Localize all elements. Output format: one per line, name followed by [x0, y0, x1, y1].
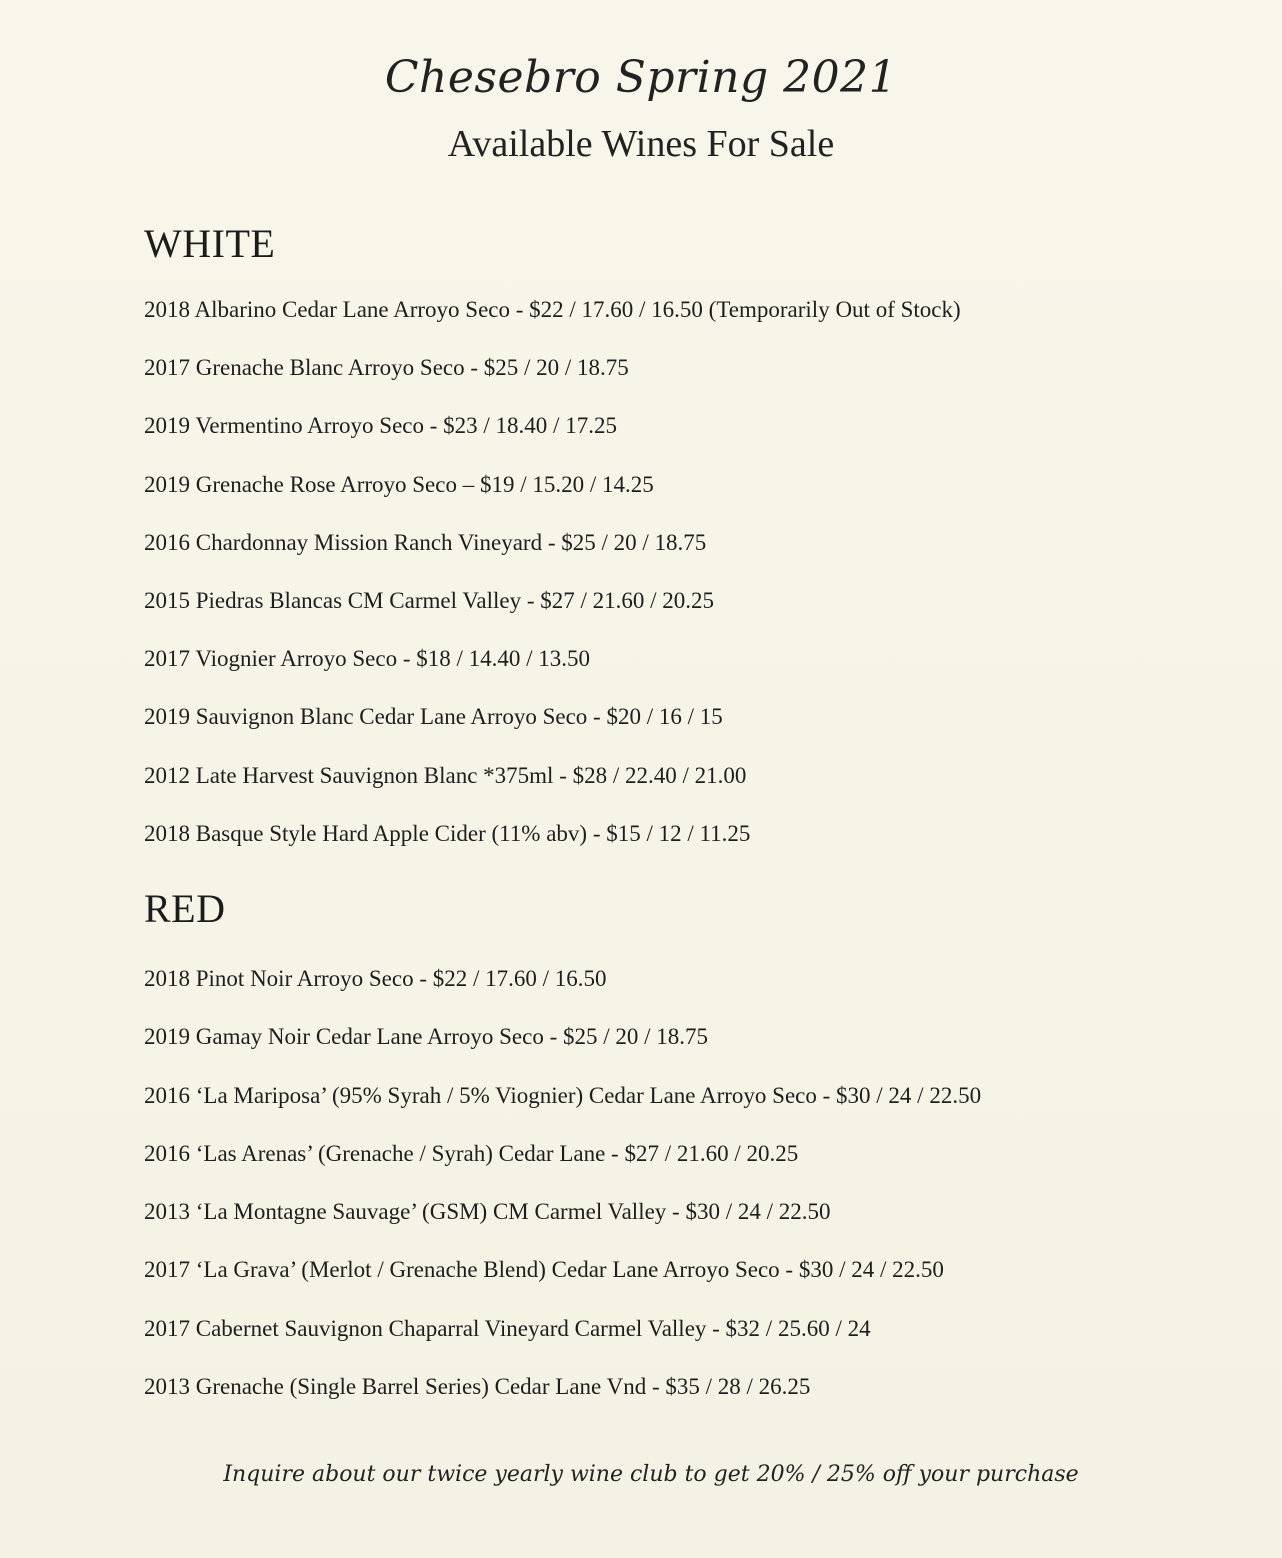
list-item: 2016 ‘Las Arenas’ (Grenache / Syrah) Cedar Lane - $27 / 21.60 / 20.25 [144, 1140, 799, 1166]
list-item: 2013 ‘La Montagne Sauvage’ (GSM) CM Carmel Valley - $30 / 24 / 22.50 [144, 1199, 831, 1225]
list-item: 2015 Piedras Blancas CM Carmel Valley - $27 / 21.60 / 20.25 [144, 587, 715, 613]
list-item: 2018 Pinot Noir Arroyo Seco - $22 / 17.60 / 16.50 [144, 966, 607, 991]
list-item: 2019 Gamay Noir Cedar Lane Arroyo Seco - $25 / 20 / 18.75 [144, 1024, 709, 1050]
list-item: 2017 ‘La Grava’ (Merlot / Grenache Blend) Cedar Lane Arroyo Seco - $30 / 24 / 22.50 [144, 1257, 944, 1283]
list-item: 2017 Grenache Blanc Arroyo Seco - $25 / 20 / 18.75 [144, 355, 629, 381]
list-item: 2018 Albarino Cedar Lane Arroyo Seco - $22 / 17.60 / 16.50 (Temporarily Out of Stock) [144, 297, 961, 322]
list-item: 2017 Viognier Arroyo Seco - $18 / 14.40 / 13.50 [144, 646, 591, 672]
section-heading-red: RED [144, 886, 226, 931]
page-subtitle: Available Wines For Sale [447, 123, 835, 165]
white-wine-list [144, 293, 961, 875]
list-item: 2012 Late Harvest Sauvignon Blanc *375ml - $28 / 22.40 / 21.00 [144, 762, 747, 788]
list-item: 2018 Basque Style Hard Apple Cider (11% abv) - $15 / 12 / 11.25 [144, 820, 751, 846]
list-item: 2019 Sauvignon Blanc Cedar Lane Arroyo Seco - $20 / 16 / 15 [144, 704, 723, 730]
list-item: 2016 Chardonnay Mission Ranch Vineyard - $25 / 20 / 18.75 [144, 529, 707, 555]
red-wine-list [144, 962, 981, 1428]
page-title: Chesebro Spring 2021 [384, 52, 898, 103]
footer-note: Inquire about our twice yearly wine club to get 20% / 25% off your purchase [223, 1462, 1079, 1487]
list-item: 2017 Cabernet Sauvignon Chaparral Vineyard Carmel Valley - $32 / 25.60 / 24 [144, 1315, 871, 1341]
list-item: 2019 Vermentino Arroyo Seco - $23 / 18.40 / 17.25 [144, 413, 617, 439]
section-heading-white: WHITE [144, 221, 276, 266]
list-item: 2016 ‘La Mariposa’ (95% Syrah / 5% Viognier) Cedar Lane Arroyo Seco - $30 / 24 / 22.50 [144, 1082, 982, 1108]
list-item: 2019 Grenache Rose Arroyo Seco – $19 / 15.20 / 14.25 [144, 471, 654, 497]
list-item: 2013 Grenache (Single Barrel Series) Cedar Lane Vnd - $35 / 28 / 26.25 [144, 1374, 811, 1400]
